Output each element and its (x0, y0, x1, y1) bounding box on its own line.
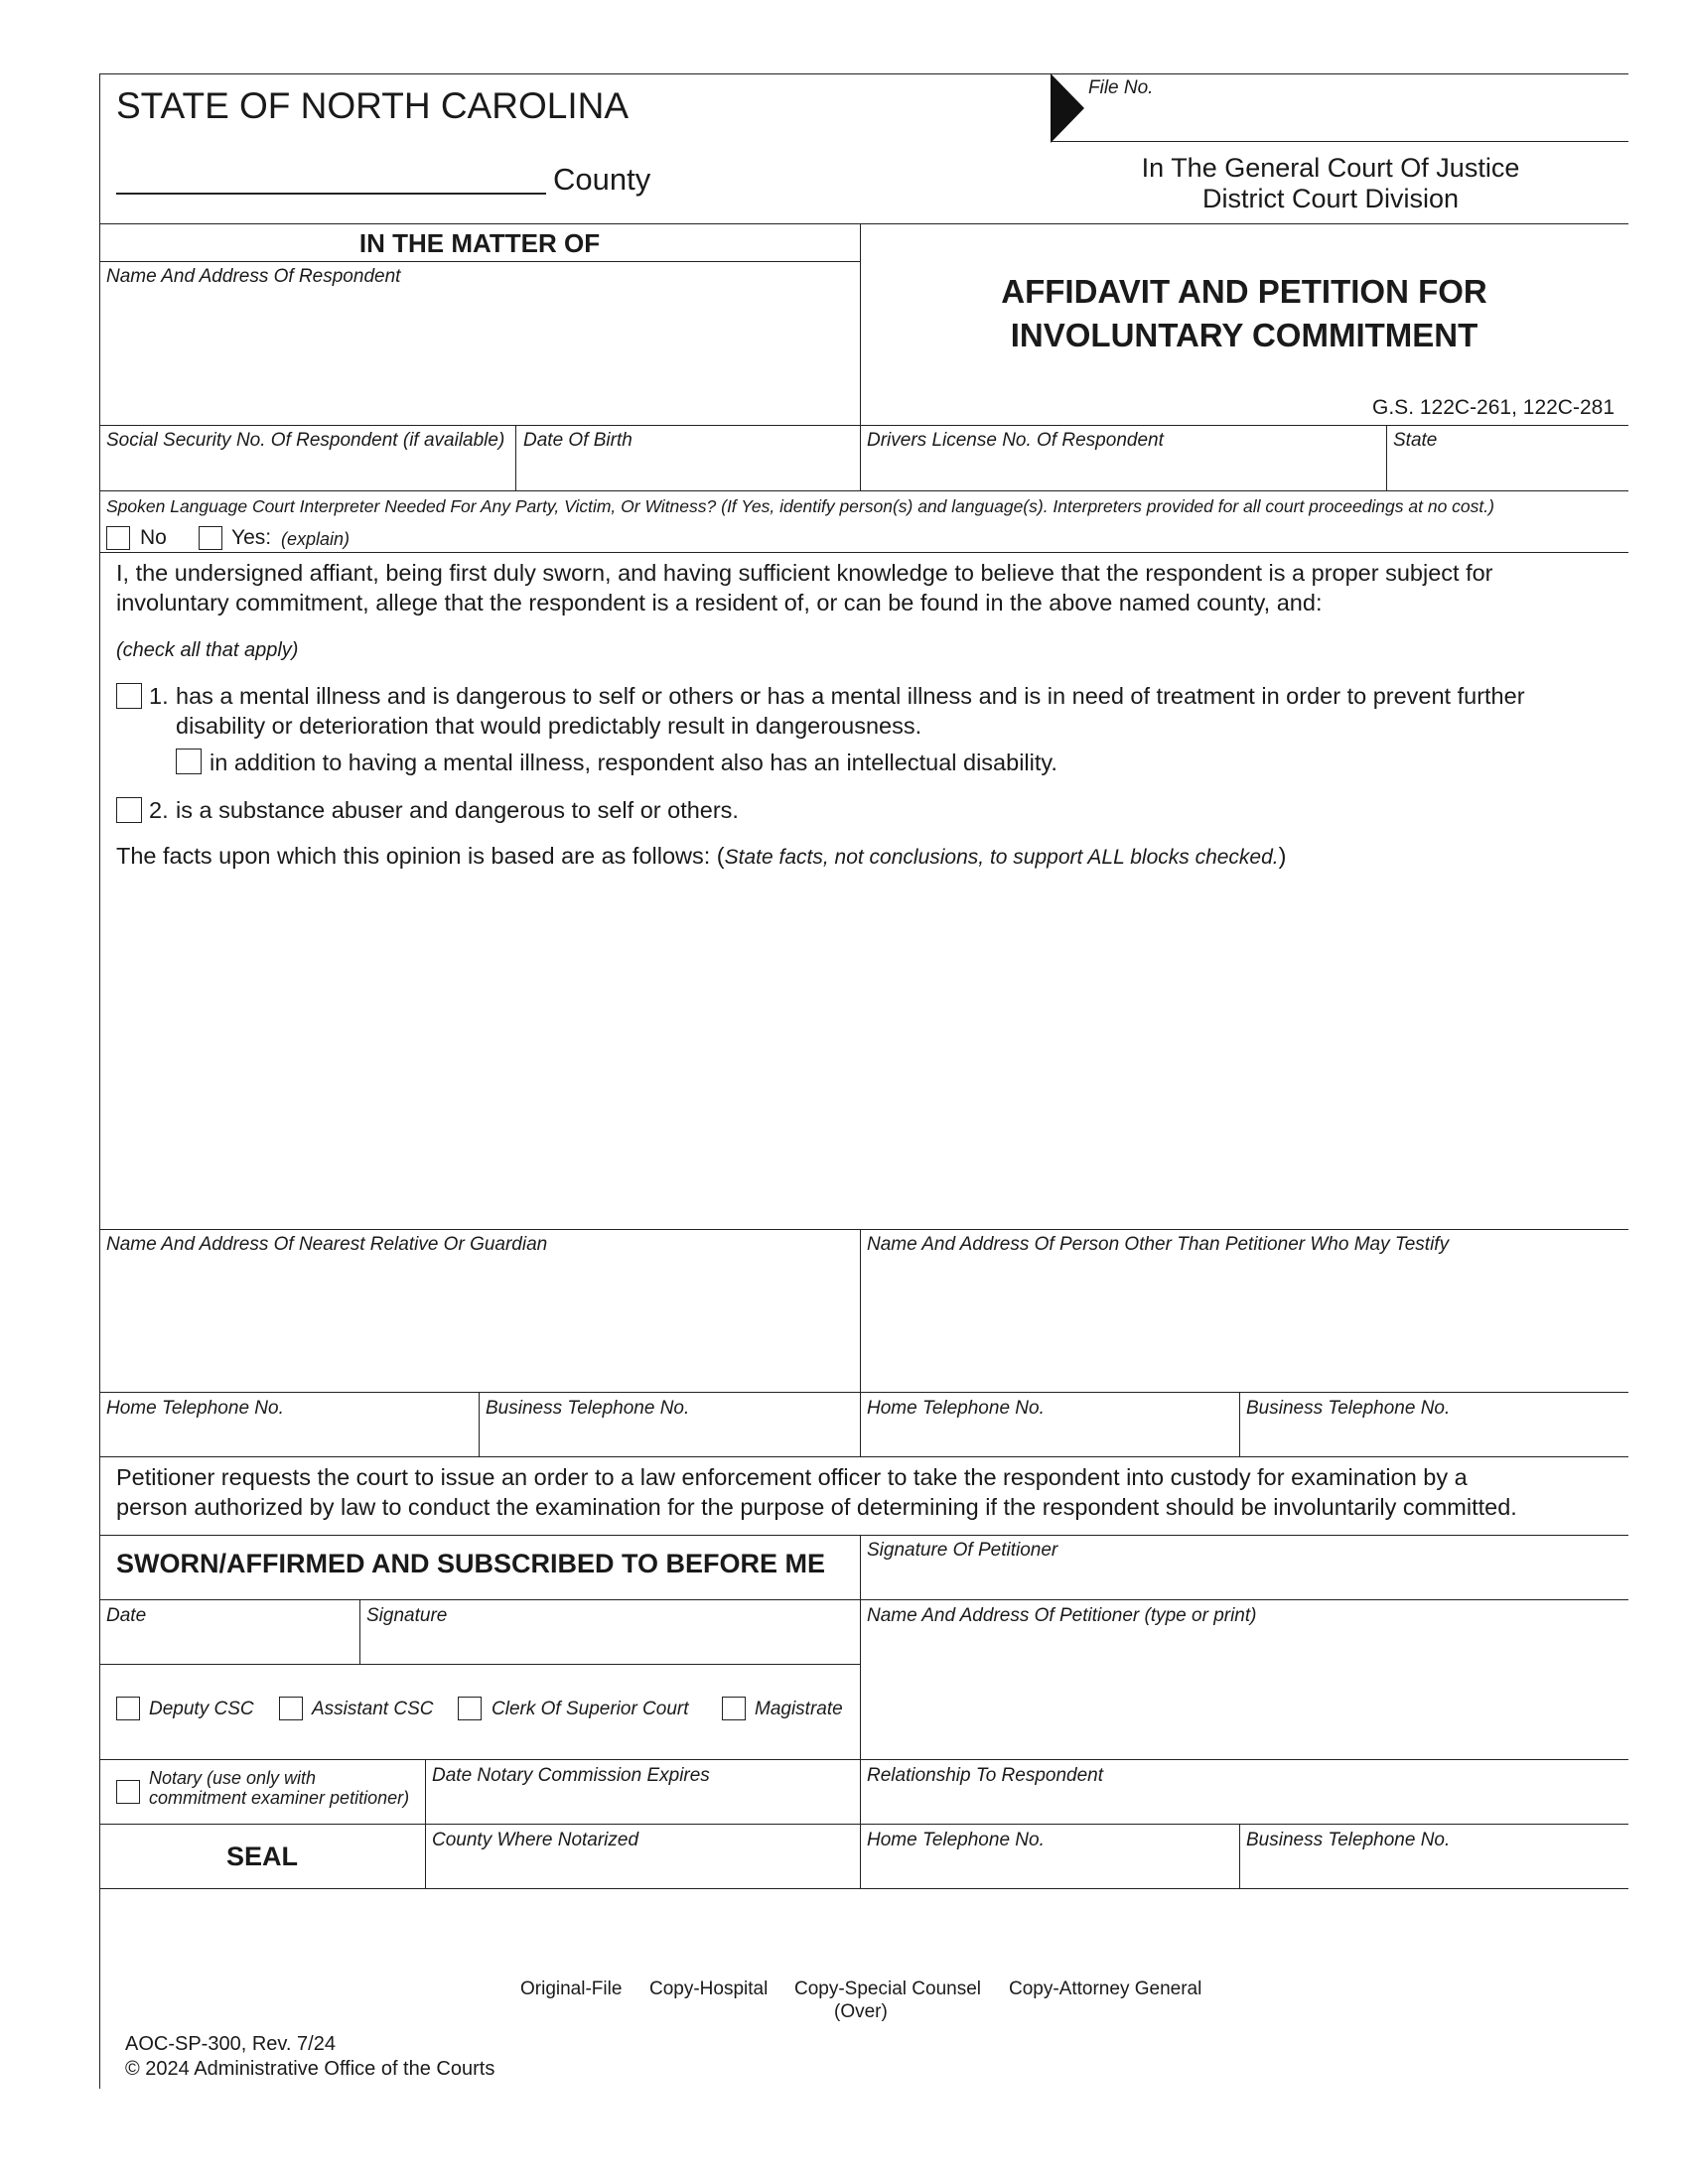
item2-number: 2. (149, 797, 169, 823)
rule (479, 1392, 480, 1456)
matter-heading: IN THE MATTER OF (358, 228, 601, 258)
file-no-input[interactable] (1086, 79, 1622, 141)
relative-home-phone-input[interactable] (103, 1420, 475, 1453)
petitioner-name-input[interactable] (864, 1628, 1624, 1755)
court-line1: In The General Court Of Justice (1141, 153, 1520, 183)
file-no-underline (1051, 141, 1628, 142)
rule (99, 261, 860, 262)
rule (99, 1888, 1628, 1889)
request-line2: person authorized by law to conduct the examination for the purpose of determining if the respondent should be involuntarily committed. (116, 1494, 1517, 1520)
petitioner-business-phone-label: Business Telephone No. (1246, 1830, 1451, 1850)
rule (99, 490, 1628, 491)
witness-label: Name And Address Of Person Other Than Petitioner Who May Testify (867, 1234, 1450, 1255)
assistant-csc-label: Assistant CSC (312, 1699, 434, 1719)
signature-label: Signature (366, 1605, 448, 1626)
petitioner-name-label: Name And Address Of Petitioner (type or print) (867, 1605, 1257, 1626)
county-input[interactable] (116, 193, 546, 195)
notary-expires-input[interactable] (429, 1787, 856, 1821)
dob-input[interactable] (519, 453, 855, 486)
form-id: AOC-SP-300, Rev. 7/24 (125, 2033, 336, 2055)
rule (99, 425, 1628, 426)
witness-home-phone-input[interactable] (864, 1420, 1235, 1453)
rule (1239, 1824, 1240, 1888)
county-notarized-label: County Where Notarized (432, 1830, 639, 1850)
facts-note: State facts, not conclusions, to support ALL blocks checked. (724, 846, 1279, 869)
ssn-label: Social Security No. Of Respondent (if available) (106, 430, 505, 451)
sworn-heading: SWORN/AFFIRMED AND SUBSCRIBED TO BEFORE ME (116, 1549, 826, 1578)
affidavit-intro-line2: involuntary commitment, allege that the respondent is a resident of, or can be found in the above named county, and: (116, 590, 1323, 615)
distribution-hospital: Copy-Hospital (649, 1979, 769, 1999)
rule (860, 223, 861, 490)
rule (1386, 425, 1387, 490)
deputy-csc-checkbox[interactable] (116, 1697, 140, 1720)
request-line1: Petitioner requests the court to issue an order to a law enforcement officer to take the respondent into custody for examination by a (116, 1464, 1468, 1490)
affidavit-intro-line1: I, the undersigned affiant, being first duly sworn, and having sufficient knowledge to believe that the respondent is a proper subject for (116, 560, 1493, 586)
witness-input[interactable] (864, 1257, 1624, 1388)
distribution-original: Original-File (520, 1979, 623, 1999)
top-border (99, 73, 1628, 74)
file-no-arrow-icon (1051, 73, 1084, 143)
date-input[interactable] (103, 1628, 355, 1661)
left-border (99, 73, 100, 2089)
facts-input[interactable] (103, 878, 1622, 1225)
interpreter-no-checkbox[interactable] (106, 526, 130, 550)
over-note: (Over) (834, 2001, 888, 2022)
respondent-label: Name And Address Of Respondent (106, 266, 401, 287)
substance-abuse-checkbox[interactable] (116, 797, 142, 823)
interpreter-yes-note: (explain) (281, 529, 351, 549)
rule (99, 1535, 1628, 1536)
relationship-input[interactable] (864, 1787, 1624, 1821)
statute-reference: G.S. 122C-261, 122C-281 (1372, 396, 1615, 419)
distribution-attorney-general: Copy-Attorney General (1009, 1979, 1202, 1999)
rule (99, 1392, 1628, 1393)
item1-line1: has a mental illness and is dangerous to self or others or has a mental illness and is in need of treatment in order to prevent further (176, 683, 1525, 709)
rule (99, 223, 1628, 224)
rule (99, 1456, 1628, 1457)
dob-label: Date Of Birth (523, 430, 633, 451)
relative-label: Name And Address Of Nearest Relative Or Guardian (106, 1234, 548, 1255)
rule (1239, 1392, 1240, 1456)
relationship-label: Relationship To Respondent (867, 1765, 1104, 1786)
ssn-input[interactable] (103, 453, 510, 486)
rule (515, 425, 516, 490)
clerk-superior-court-checkbox[interactable] (458, 1697, 482, 1720)
magistrate-label: Magistrate (755, 1699, 843, 1719)
notary-label-line1: Notary (use only with (149, 1768, 317, 1788)
mental-illness-checkbox[interactable] (116, 683, 142, 709)
clerk-superior-court-label: Clerk Of Superior Court (492, 1699, 689, 1719)
rule (99, 1824, 1628, 1825)
item1-sub-text: in addition to having a mental illness, respondent also has an intellectual disability. (210, 750, 1057, 775)
copyright: © 2024 Administrative Office of the Courts (125, 2058, 495, 2080)
rule (99, 1229, 1628, 1230)
rule (99, 1759, 1628, 1760)
petitioner-home-phone-label: Home Telephone No. (867, 1830, 1045, 1850)
county-label: County (553, 162, 651, 197)
rule (860, 1229, 861, 1456)
rule (359, 1599, 360, 1664)
facts-label-text: The facts upon which this opinion is based are as follows: ( (116, 843, 725, 869)
respondent-input[interactable] (101, 290, 856, 421)
magistrate-checkbox[interactable] (722, 1697, 746, 1720)
relative-business-phone-input[interactable] (483, 1420, 856, 1453)
date-label: Date (106, 1605, 147, 1626)
witness-home-phone-label: Home Telephone No. (867, 1398, 1045, 1419)
notary-expires-label: Date Notary Commission Expires (432, 1765, 710, 1786)
notary-label-line2: commitment examiner petitioner) (149, 1788, 410, 1808)
dl-state-label: State (1393, 430, 1438, 451)
form-title-line2: INVOLUNTARY COMMITMENT (1010, 317, 1478, 353)
distribution-special-counsel: Copy-Special Counsel (794, 1979, 981, 1999)
facts-close: ) (1278, 843, 1287, 869)
relative-input[interactable] (103, 1257, 856, 1388)
item1-number: 1. (149, 683, 169, 709)
deputy-csc-label: Deputy CSC (149, 1699, 254, 1719)
drivers-license-input[interactable] (864, 453, 1382, 486)
relative-business-phone-label: Business Telephone No. (486, 1398, 690, 1419)
petitioner-business-phone-input[interactable] (1243, 1852, 1624, 1886)
interpreter-question: Spoken Language Court Interpreter Needed For Any Party, Victim, Or Witness? (If Yes, identify person(s) and language(s). Interpreters provided for all court proceedings at no cost.) (106, 496, 1494, 516)
item1-line2: disability or deterioration that would predictably result in dangerousness. (176, 713, 922, 739)
signature-input[interactable] (363, 1628, 856, 1661)
check-all-note: (check all that apply) (116, 639, 299, 661)
intellectual-disability-checkbox[interactable] (176, 749, 202, 774)
interpreter-yes-checkbox[interactable] (199, 526, 222, 550)
county-notarized-input[interactable] (429, 1852, 856, 1886)
petitioner-signature-label: Signature Of Petitioner (867, 1540, 1058, 1561)
rule (99, 1599, 1628, 1600)
petitioner-signature-input[interactable] (864, 1563, 1624, 1596)
seal-label: SEAL (225, 1842, 298, 1871)
drivers-license-label: Drivers License No. Of Respondent (867, 430, 1164, 451)
notary-checkbox[interactable] (116, 1780, 140, 1804)
rule (99, 1664, 860, 1665)
rule (99, 552, 1628, 553)
file-no-label: File No. (1088, 77, 1154, 98)
witness-business-phone-label: Business Telephone No. (1246, 1398, 1451, 1419)
assistant-csc-checkbox[interactable] (279, 1697, 303, 1720)
witness-business-phone-input[interactable] (1243, 1420, 1624, 1453)
form-title-line1: AFFIDAVIT AND PETITION FOR (1001, 273, 1487, 310)
rule (860, 1535, 861, 1888)
state-title: STATE OF NORTH CAROLINA (116, 85, 629, 126)
relative-home-phone-label: Home Telephone No. (106, 1398, 284, 1419)
dl-state-input[interactable] (1390, 453, 1624, 486)
interpreter-yes-label: Yes: (231, 526, 272, 549)
court-line2: District Court Division (1201, 184, 1460, 213)
interpreter-no-label: No (140, 526, 167, 549)
facts-label (116, 843, 1286, 870)
item2-text: is a substance abuser and dangerous to self or others. (176, 797, 739, 823)
petitioner-home-phone-input[interactable] (864, 1852, 1235, 1886)
